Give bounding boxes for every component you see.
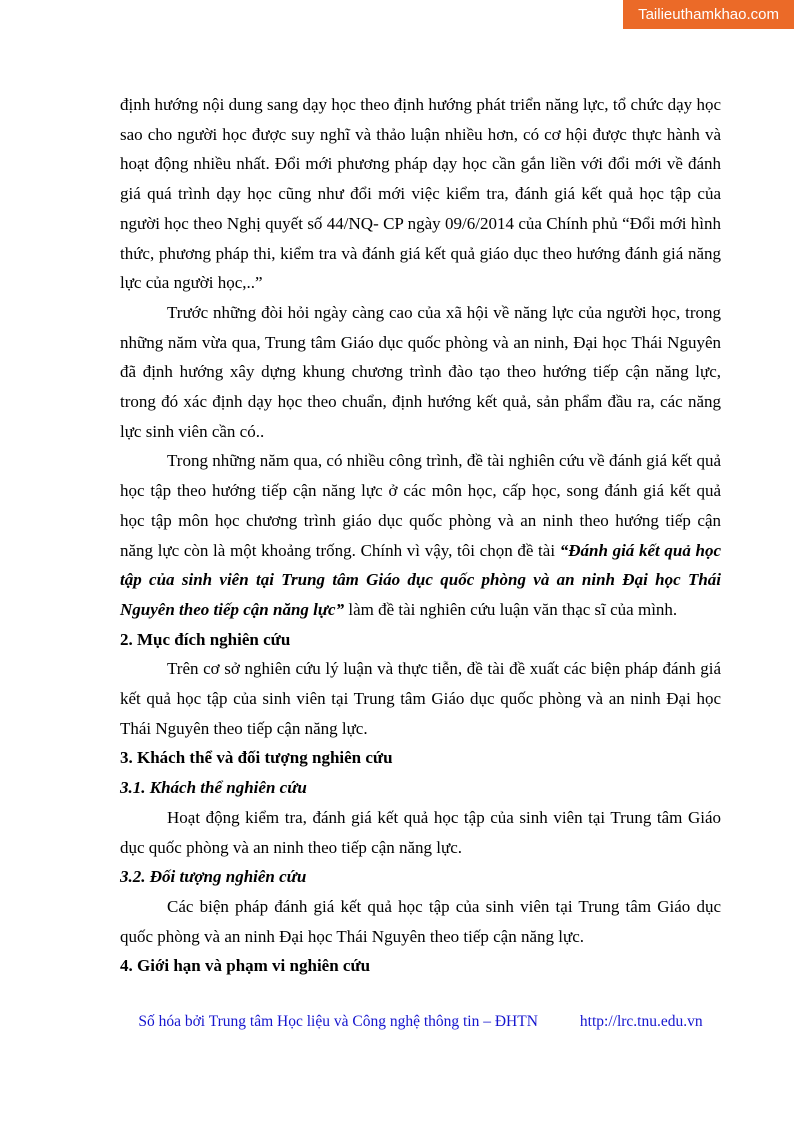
paragraph-text-pre: Trong những năm qua, có nhiều công trình, đề tài nghiên cứu về đánh giá kết quả học tập theo hướng tiếp cận năng lực ở các môn học, cấp học, song đánh giá kết quả học tập môn học chương trình giáo dục quốc phòng và an ninh theo hướng tiếp cận năng lực còn là một khoảng trống. Chính vì vậy, tôi chọn đề tài (120, 451, 721, 560)
paragraph-khach-the: Hoạt động kiểm tra, đánh giá kết quả học tập của sinh viên tại Trung tâm Giáo dục quốc phòng và an ninh theo tiếp cận năng lực. (120, 807, 721, 857)
library-url-link[interactable]: http://lrc.tnu.edu.vn (579, 1013, 703, 1030)
section-heading-3-khach-the: 3. Khách thể và đối tượng nghiên cứu (120, 748, 393, 768)
subsection-heading-3-1: 3.1. Khách thể nghiên cứu (120, 778, 307, 798)
paragraph-context: Trước những đòi hỏi ngày càng cao của xã hội về năng lực của người học, trong những năm vừa qua, Trung tâm Giáo dục quốc phòng và an ninh, Đại học Thái Nguyên đã định hướng xây dựng khung chương trình đào tạo theo hướng tiếp cận năng lực, trong đó xác định dạy học theo chuẩn, định hướng kết quả, sản phẩm đầu ra, các năng lực sinh viên cần có.. (120, 302, 721, 441)
section-heading-4-gioi-han: 4. Giới hạn và phạm vi nghiên cứu (120, 956, 371, 976)
paragraph-rationale (120, 446, 721, 624)
document-body (120, 90, 721, 981)
section-heading-2-muc-dich: 2. Mục đích nghiên cứu (120, 629, 291, 649)
paragraph-continuation: định hướng nội dung sang dạy học theo định hướng phát triển năng lực, tổ chức dạy học sao cho người học được suy nghĩ và thảo luận nhiều hơn, có cơ hội được thực hành và hoạt động nhiều nhất. Đổi mới phương pháp dạy học cần gắn liền với đổi mới về đánh giá quá trình dạy học cũng như đổi mới việc kiểm tra, đánh giá kết quả học tập của người học theo Nghị quyết số 44/NQ- CP ngày 09/6/2014 của Chính phủ “Đổi mới hình thức, phương pháp thi, kiểm tra và đánh giá kết quả giáo dục theo hướng đánh giá năng lực của người học,..” (120, 95, 721, 293)
subsection-heading-3-2: 3.2. Đối tượng nghiên cứu (120, 867, 307, 887)
thesis-title: “Đánh giá kết quả học tập của sinh viên tại Trung tâm Giáo dục quốc phòng và an ninh Đại học Thái Nguyên theo tiếp cận năng lực” (120, 540, 721, 619)
digitization-note: Số hóa bởi Trung tâm Học liệu và Công nghệ thông tin – ĐHTN (138, 1013, 538, 1030)
page-footer (120, 1011, 721, 1032)
paragraph-doi-tuong: Các biện pháp đánh giá kết quả học tập của sinh viên tại Trung tâm Giáo dục quốc phòng và an ninh Đại học Thái Nguyên theo tiếp cận năng lực. (120, 896, 721, 946)
paragraph-text-post: làm đề tài nghiên cứu luận văn thạc sĩ của mình. (344, 599, 678, 619)
site-name-watermark: Tailieuthamkhao.com (638, 6, 779, 23)
watermark-banner (623, 0, 794, 29)
paragraph-purpose: Trên cơ sở nghiên cứu lý luận và thực tiễn, đề tài đề xuất các biện pháp đánh giá kết quả học tập của sinh viên tại Trung tâm Giáo dục quốc phòng và an ninh Đại học Thái Nguyên theo tiếp cận năng lực. (120, 659, 721, 738)
